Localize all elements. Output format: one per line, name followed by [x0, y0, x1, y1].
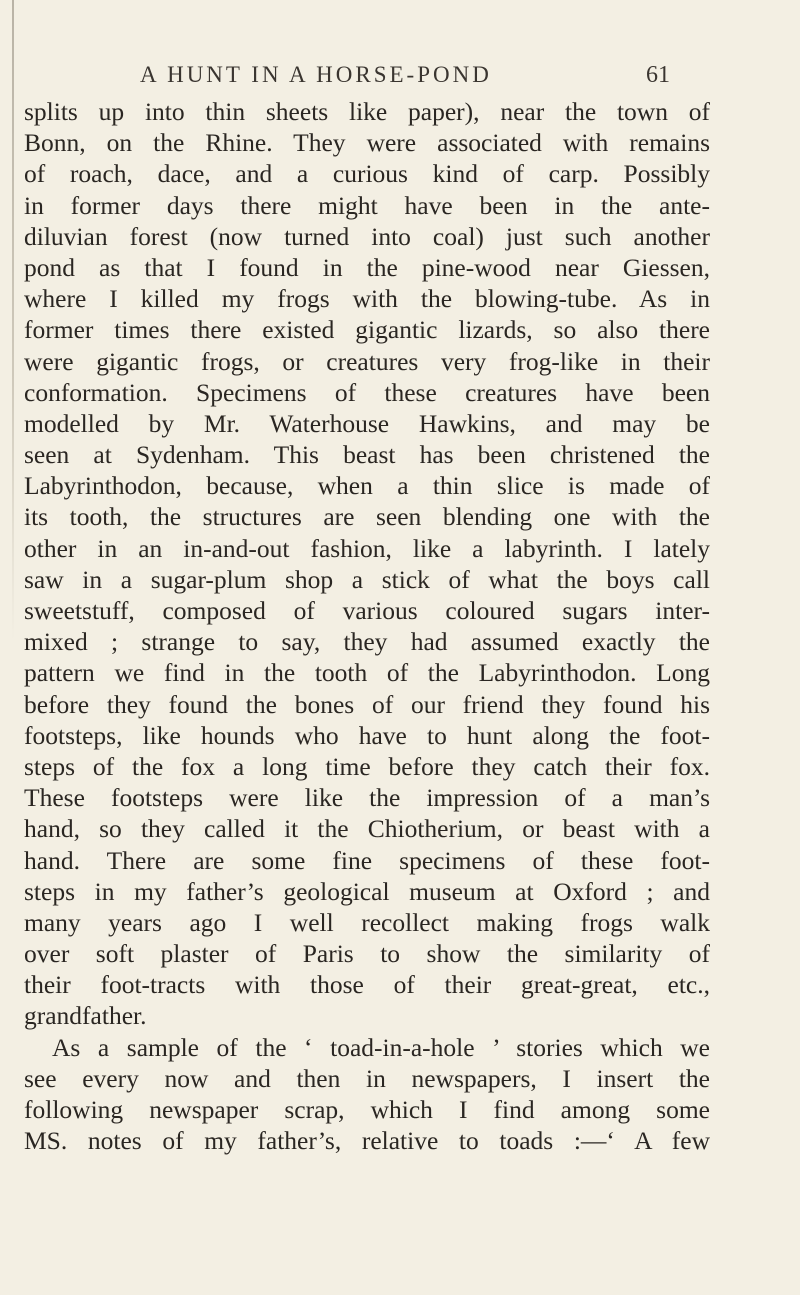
- text-line: seen at Sydenham. This beast has been christened the: [24, 440, 710, 470]
- text-line: MS. notes of my father’s, relative to toads :—‘ A few: [24, 1126, 710, 1156]
- text-line: splits up into thin sheets like paper), near the town of: [24, 97, 710, 126]
- text-line: following newspaper scrap, which I find among some: [24, 1095, 710, 1124]
- text-line: where I killed my frogs with the blowing-tube. As in: [24, 284, 710, 314]
- text-line: steps of the fox a long time before they catch their fox.: [24, 751, 710, 781]
- page-gutter-edge: [12, 0, 14, 640]
- text-line: pattern we find in the tooth of the Labyrinthodon. Long: [24, 658, 710, 688]
- paragraph-end-line: grandfather.: [24, 1001, 147, 1031]
- text-line: over soft plaster of Paris to show the similarity of: [24, 939, 710, 969]
- paragraph-start-line: As a sample of the ‘ toad-in-a-hole ’ stories which we: [52, 1032, 710, 1062]
- text-line: see every now and then in newspapers, I insert the: [24, 1063, 710, 1093]
- text-line: hand. There are some fine specimens of these foot-: [24, 845, 710, 875]
- text-line: before they found the bones of our friend they found his: [24, 689, 710, 719]
- page-header: [140, 62, 670, 96]
- text-line: These footsteps were like the impression of a man’s: [24, 783, 710, 813]
- text-line: Labyrinthodon, because, when a thin slice is made of: [24, 471, 710, 501]
- text-line: its tooth, the structures are seen blending one with the: [24, 502, 710, 532]
- text-line: of roach, dace, and a curious kind of carp. Possibly: [24, 159, 710, 189]
- text-line: diluvian forest (now turned into coal) just such another: [24, 221, 710, 251]
- text-line: mixed ; strange to say, they had assumed exactly the: [24, 627, 710, 657]
- page-number: 61: [646, 62, 670, 88]
- text-line: many years ago I well recollect making frogs walk: [24, 907, 710, 937]
- text-line: footsteps, like hounds who have to hunt along the foot-: [24, 720, 710, 750]
- text-line: their foot-tracts with those of their great-great, etc.,: [24, 970, 710, 1000]
- body-text: [24, 96, 710, 1156]
- text-line: hand, so they called it the Chiotherium, or beast with a: [24, 814, 710, 844]
- text-line: former times there existed gigantic lizards, so also there: [24, 315, 710, 345]
- text-line: sweetstuff, composed of various coloured sugars inter-: [24, 596, 710, 625]
- text-line: modelled by Mr. Waterhouse Hawkins, and may be: [24, 408, 710, 438]
- text-line: steps in my father’s geological museum at Oxford ; and: [24, 876, 710, 906]
- text-line: Bonn, on the Rhine. They were associated with remains: [24, 128, 710, 158]
- text-line: were gigantic frogs, or creatures very frog-like in their: [24, 346, 710, 376]
- text-line: conformation. Specimens of these creatures have been: [24, 377, 710, 407]
- text-line: saw in a sugar-plum shop a stick of what the boys call: [24, 564, 710, 594]
- text-line: pond as that I found in the pine-wood near Giessen,: [24, 252, 710, 282]
- running-head: A HUNT IN A HORSE-POND: [140, 62, 492, 87]
- text-line: other in an in-and-out fashion, like a labyrinth. I lately: [24, 533, 710, 563]
- text-line: in former days there might have been in the ante-: [24, 190, 710, 220]
